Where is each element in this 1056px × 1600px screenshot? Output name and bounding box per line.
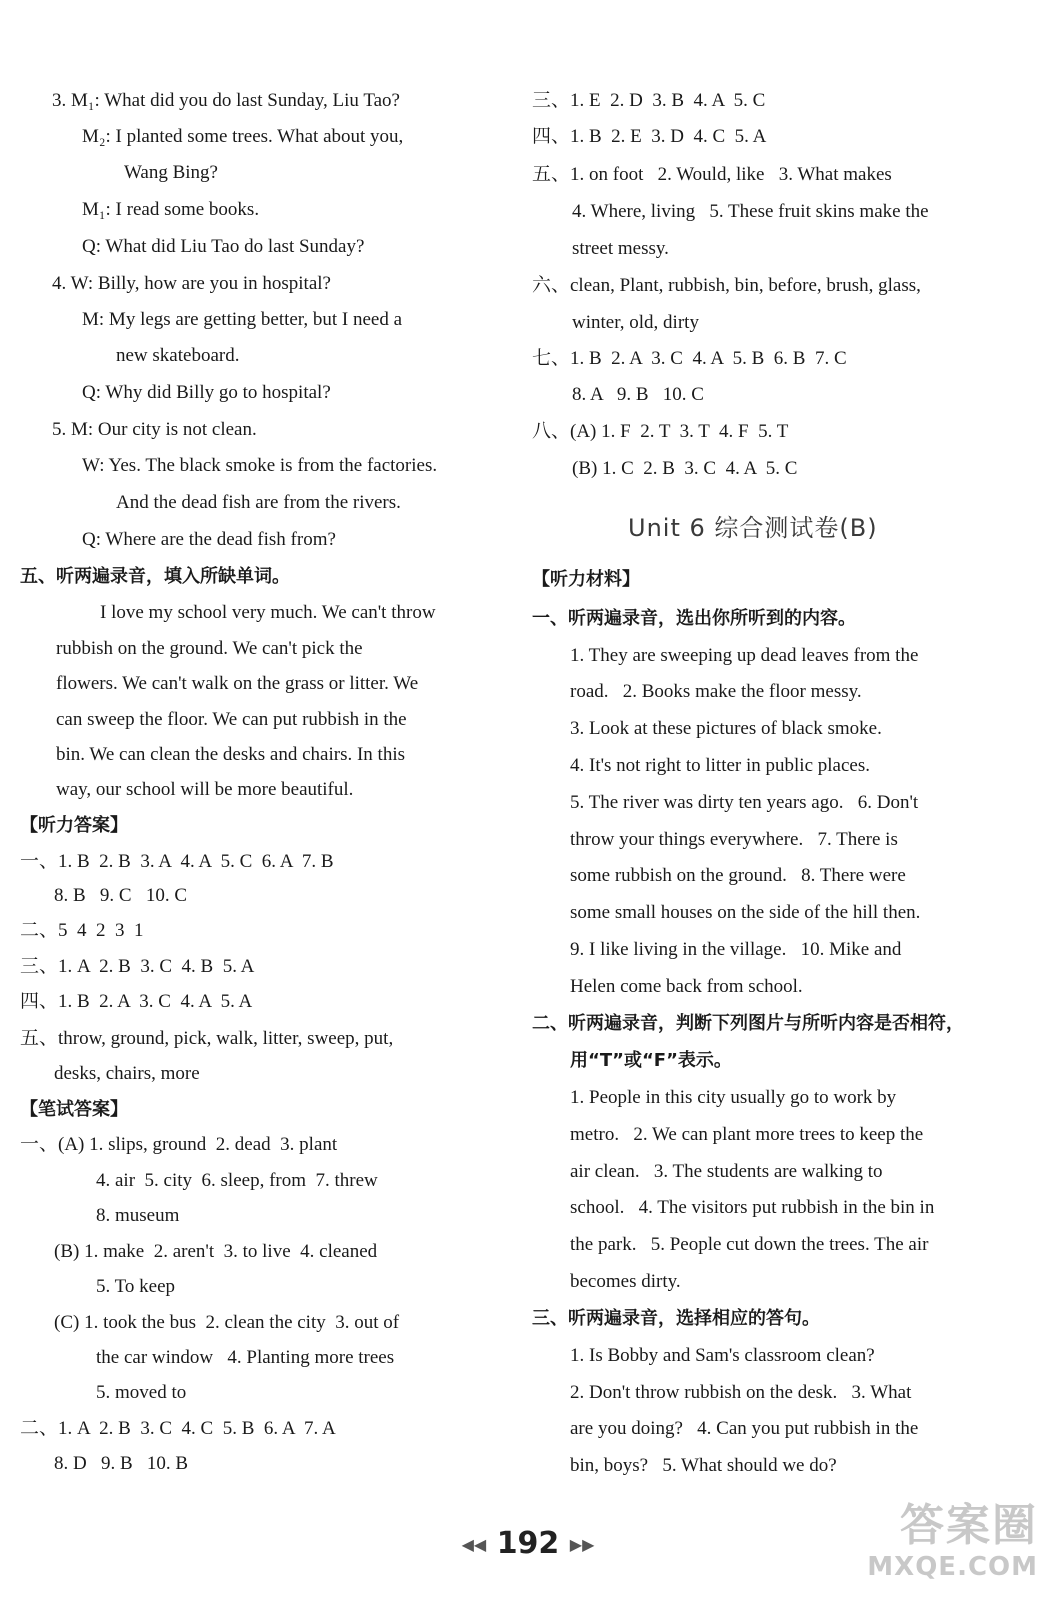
right-column-line: 1. Is Bobby and Sam's classroom clean? <box>570 1345 875 1366</box>
right-column-line: some rubbish on the ground. 8. There were <box>570 865 906 886</box>
left-column-line: 4. air 5. city 6. sleep, from 7. threw <box>96 1170 378 1191</box>
next-arrows-icon: ▶▶ <box>569 1535 595 1554</box>
left-column-line: I love my school very much. We can't throw <box>100 602 436 623</box>
watermark-logo: 答案圈 <box>900 1500 1038 1551</box>
left-column-line: 8. B 9. C 10. C <box>54 885 188 906</box>
section-title: Unit 6 综合测试卷(B) <box>628 514 878 542</box>
left-column-line: rubbish on the ground. We can't pick the <box>56 638 363 659</box>
left-column-line: M₂: I planted some trees. What about you, <box>82 126 404 147</box>
right-column-line: 4. Where, living 5. These fruit skins make the <box>572 201 929 222</box>
right-column-line: 8. A 9. B 10. C <box>572 384 704 405</box>
left-column-line: 三、1. A 2. B 3. C 4. B 5. A <box>20 956 255 977</box>
left-column-line: W: Yes. The black smoke is from the factories. <box>82 455 438 476</box>
left-column-line: 五、听两遍录音，填入所缺单词。 <box>20 566 290 587</box>
right-column-line: 八、(A) 1. F 2. T 3. T 4. F 5. T <box>532 421 789 442</box>
left-column-line: desks, chairs, more <box>54 1063 200 1084</box>
left-column-line: And the dead fish are from the rivers. <box>116 492 401 513</box>
right-column-line: 【听力材料】 <box>532 569 640 590</box>
watermark-url: MXQE.COM <box>867 1552 1038 1582</box>
right-column-line: 三、听两遍录音，选择相应的答句。 <box>532 1308 820 1329</box>
right-column-line: 1. They are sweeping up dead leaves from the <box>570 645 919 666</box>
left-column-line: 【笔试答案】 <box>20 1099 128 1120</box>
right-column-line: 一、听两遍录音，选出你所听到的内容。 <box>532 608 856 629</box>
left-column-line: M₁: I read some books. <box>82 199 260 220</box>
left-column-line: Q: What did Liu Tao do last Sunday? <box>82 236 365 257</box>
left-column-line: 一、1. B 2. B 3. A 4. A 5. C 6. A 7. B <box>20 851 334 872</box>
watermark <box>823 1500 1038 1592</box>
right-column-line: school. 4. The visitors put rubbish in the bin in <box>570 1197 935 1218</box>
right-column-line: road. 2. Books make the floor messy. <box>570 681 862 702</box>
right-column-line: 3. Look at these pictures of black smoke. <box>570 718 882 739</box>
left-column-line: new skateboard. <box>116 345 240 366</box>
left-column-line: 一、(A) 1. slips, ground 2. dead 3. plant <box>20 1134 338 1155</box>
right-column-line: bin, boys? 5. What should we do? <box>570 1455 837 1476</box>
right-column-line: metro. 2. We can plant more trees to keep the <box>570 1124 924 1145</box>
right-column-line: throw your things everywhere. 7. There is <box>570 829 898 850</box>
right-column-line: 2. Don't throw rubbish on the desk. 3. What <box>570 1382 912 1403</box>
left-column-line: 5. moved to <box>96 1382 187 1403</box>
left-column-line: (C) 1. took the bus 2. clean the city 3. out of <box>54 1312 400 1333</box>
right-column-line: (B) 1. C 2. B 3. C 4. A 5. C <box>572 458 798 479</box>
right-column-line: 9. I like living in the village. 10. Mike and <box>570 939 902 960</box>
right-column-line: 六、clean, Plant, rubbish, bin, before, brush, glass, <box>532 275 921 296</box>
right-column-line: 四、1. B 2. E 3. D 4. C 5. A <box>532 126 767 147</box>
left-column-line: 【听力答案】 <box>20 815 128 836</box>
right-column-line: 五、1. on foot 2. Would, like 3. What makes <box>532 164 892 185</box>
right-column-line: Helen come back from school. <box>570 976 803 997</box>
left-column-line: Q: Why did Billy go to hospital? <box>82 382 331 403</box>
left-column-line: (B) 1. make 2. aren't 3. to live 4. cleaned <box>54 1241 378 1262</box>
left-column-line: 5. To keep <box>96 1276 176 1297</box>
left-column-line: flowers. We can't walk on the grass or litter. We <box>56 673 419 694</box>
right-column-line: 二、听两遍录音，判断下列图片与所听内容是否相符， <box>532 1013 964 1034</box>
right-column-line: 5. The river was dirty ten years ago. 6. Don't <box>570 792 919 813</box>
left-column-line: Q: Where are the dead fish from? <box>82 529 336 550</box>
left-column-line: 五、throw, ground, pick, walk, litter, sweep, put, <box>20 1028 394 1049</box>
left-column-line: the car window 4. Planting more trees <box>96 1347 395 1368</box>
left-column-line: 4. W: Billy, how are you in hospital? <box>52 273 331 294</box>
right-column-line: the park. 5. People cut down the trees. The air <box>570 1234 929 1255</box>
left-column-line: 5. M: Our city is not clean. <box>52 419 257 440</box>
left-column-line: 四、1. B 2. A 3. C 4. A 5. A <box>20 991 253 1012</box>
left-column-line: 二、1. A 2. B 3. C 4. C 5. B 6. A 7. A <box>20 1418 336 1439</box>
right-column-line: winter, old, dirty <box>572 312 699 333</box>
left-column-line: 3. M₁: What did you do last Sunday, Liu Tao? <box>52 90 400 111</box>
right-column-line: are you doing? 4. Can you put rubbish in the <box>570 1418 919 1439</box>
left-column-line: 二、5 4 2 3 1 <box>20 920 144 941</box>
left-column-line: 8. museum <box>96 1205 180 1226</box>
right-column-line: 4. It's not right to litter in public places. <box>570 755 870 776</box>
left-column-line: 8. D 9. B 10. B <box>54 1453 189 1474</box>
prev-arrows-icon: ◀◀ <box>461 1535 487 1554</box>
right-column-line: 1. People in this city usually go to work by <box>570 1087 897 1108</box>
left-column-line: Wang Bing? <box>124 162 218 183</box>
page-number: 192 <box>496 1526 560 1561</box>
left-column-line: can sweep the floor. We can put rubbish in the <box>56 709 407 730</box>
left-column-line: M: My legs are getting better, but I need a <box>82 309 403 330</box>
left-column-line: way, our school will be more beautiful. <box>56 779 354 800</box>
right-column-line: street messy. <box>572 238 669 259</box>
right-column-line: becomes dirty. <box>570 1271 681 1292</box>
right-column-line: 用“T”或“F”表示。 <box>570 1050 732 1071</box>
left-column-line: bin. We can clean the desks and chairs. In this <box>56 744 405 765</box>
right-column-line: some small houses on the side of the hill then. <box>570 902 921 923</box>
right-column-line: 七、1. B 2. A 3. C 4. A 5. B 6. B 7. C <box>532 348 847 369</box>
right-column-line: air clean. 3. The students are walking to <box>570 1161 883 1182</box>
right-column-line: 三、1. E 2. D 3. B 4. A 5. C <box>532 90 766 111</box>
